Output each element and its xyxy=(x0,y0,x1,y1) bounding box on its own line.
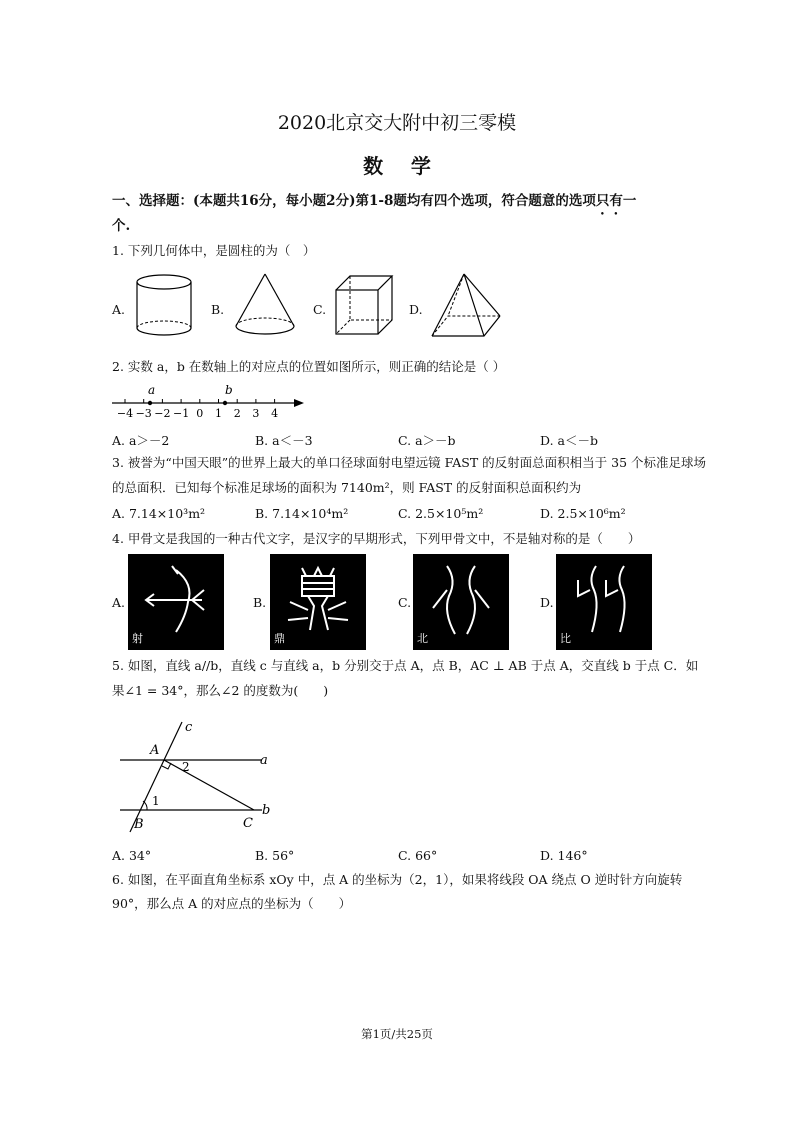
q5-option-a: A. 34° xyxy=(112,848,152,863)
q4-stem: 4. 甲骨文是我国的一种古代文字，是汉字的早期形式，下列甲骨文中，不是轴对称的是（ ） xyxy=(112,531,641,546)
number-line xyxy=(108,380,308,422)
page-title: 2020北京交大附中初三零模 xyxy=(277,112,517,134)
oracle-char-she xyxy=(128,554,224,650)
q6-stem-line1: 6. 如图，在平面直角坐标系 xOy 中，点 A 的坐标为（2，1），如果将线段 OA 绕点 O 逆时针方向旋转 xyxy=(112,872,683,887)
q4-option-c: C. xyxy=(398,595,412,610)
geometry-figure xyxy=(112,714,292,836)
cube-icon xyxy=(334,274,394,338)
number-line-tick-label: −2 xyxy=(154,407,171,420)
label-line-b: b xyxy=(262,803,271,818)
q6-stem-line2: 90°，那么点 A 的对应点的坐标为（ ） xyxy=(112,896,352,911)
point-a xyxy=(148,401,152,405)
q4-option-a: A. xyxy=(112,595,126,610)
page-footer: 第1页/共25页 xyxy=(361,1027,433,1041)
q1-option-a: A. xyxy=(112,302,126,317)
q2-option-a: A. a＞－2 xyxy=(112,433,170,448)
section-header-tail: 一 xyxy=(622,193,637,209)
label-point-C: C xyxy=(243,816,253,831)
label-angle-1: 1 xyxy=(152,794,160,808)
subject-title: 数 学 xyxy=(363,154,431,178)
oracle-char-label: 鼎 xyxy=(274,632,285,645)
q1-option-b: B. xyxy=(211,302,225,317)
q3-option-b: B. 7.14×10⁴m² xyxy=(255,506,349,521)
q5-option-b: B. 56° xyxy=(255,848,295,863)
section-header-emphasis: 只有 xyxy=(595,193,623,209)
q2-option-b: B. a＜－3 xyxy=(255,433,313,448)
label-point-A: A xyxy=(150,743,160,758)
section-header-line2: 个. xyxy=(112,218,131,234)
number-line-tick-label: 0 xyxy=(196,407,204,420)
q3-stem-line1: 3. 被誉为“中国天眼”的世界上最大的单口径球面射电望远镜 FAST 的反射面总面积相当于 35 个标准足球场 xyxy=(112,455,706,470)
number-line-tick-label: −4 xyxy=(116,407,134,420)
cone-icon xyxy=(233,272,297,338)
q1-option-c: C. xyxy=(313,302,327,317)
q5-option-c: C. 66° xyxy=(398,848,438,863)
label-point-B: B xyxy=(134,817,144,832)
q2-stem: 2. 实数 a，b 在数轴上的对应点的位置如图所示，则正确的结论是（ ） xyxy=(112,359,506,374)
cylinder-icon xyxy=(134,272,194,342)
section-header-text: 一、选择题：(本题共16分，每小题2分)第1-8题均有四个选项，符合题意的选项 xyxy=(112,193,596,209)
section-header xyxy=(112,189,636,218)
q4-option-d: D. xyxy=(540,595,554,610)
oracle-char-ding xyxy=(270,554,366,650)
number-line-tick-label: 4 xyxy=(271,407,279,420)
number-line-tick-label: 2 xyxy=(233,407,241,420)
oracle-char-bei xyxy=(413,554,509,650)
q3-option-d: D. 2.5×10⁶m² xyxy=(540,506,626,521)
q1-option-d: D. xyxy=(409,302,423,317)
q2-option-d: D. a＜－b xyxy=(540,433,598,448)
q3-stem-line2: 的总面积．已知每个标准足球场的面积为 7140m²，则 FAST 的反射面积总面积约为 xyxy=(112,480,582,495)
q5-option-d: D. 146° xyxy=(540,848,588,863)
label-line-c: c xyxy=(185,720,193,735)
number-line-tick-label: 3 xyxy=(252,407,260,420)
label-b: b xyxy=(225,383,233,397)
q5-stem-line2: 果∠1 = 34°，那么∠2 的度数为( ) xyxy=(112,683,329,698)
q5-stem-line1: 5. 如图，直线 a//b，直线 c 与直线 a，b 分别交于点 A，点 B，AC ⊥ AB 于点 A，交直线 b 于点 C．如 xyxy=(112,658,699,673)
oracle-char-label: 比 xyxy=(560,632,571,645)
oracle-char-label: 射 xyxy=(132,632,143,645)
pyramid-icon xyxy=(430,272,502,340)
oracle-char-label: 北 xyxy=(417,632,428,645)
label-angle-2: 2 xyxy=(182,760,190,774)
q1-stem: 1. 下列几何体中，是圆柱的为（ ） xyxy=(112,243,316,258)
q4-option-b: B. xyxy=(253,595,267,610)
q3-option-c: C. 2.5×10⁵m² xyxy=(398,506,484,521)
label-line-a: a xyxy=(260,753,268,768)
number-line-tick-label: 1 xyxy=(215,407,222,420)
q2-option-c: C. a＞－b xyxy=(398,433,456,448)
label-a: a xyxy=(148,383,156,397)
q3-option-a: A. 7.14×10³m² xyxy=(112,506,206,521)
number-line-tick-label: −3 xyxy=(135,407,152,420)
oracle-char-bi xyxy=(556,554,652,650)
point-b xyxy=(223,401,227,405)
number-line-tick-label: −1 xyxy=(172,407,190,420)
